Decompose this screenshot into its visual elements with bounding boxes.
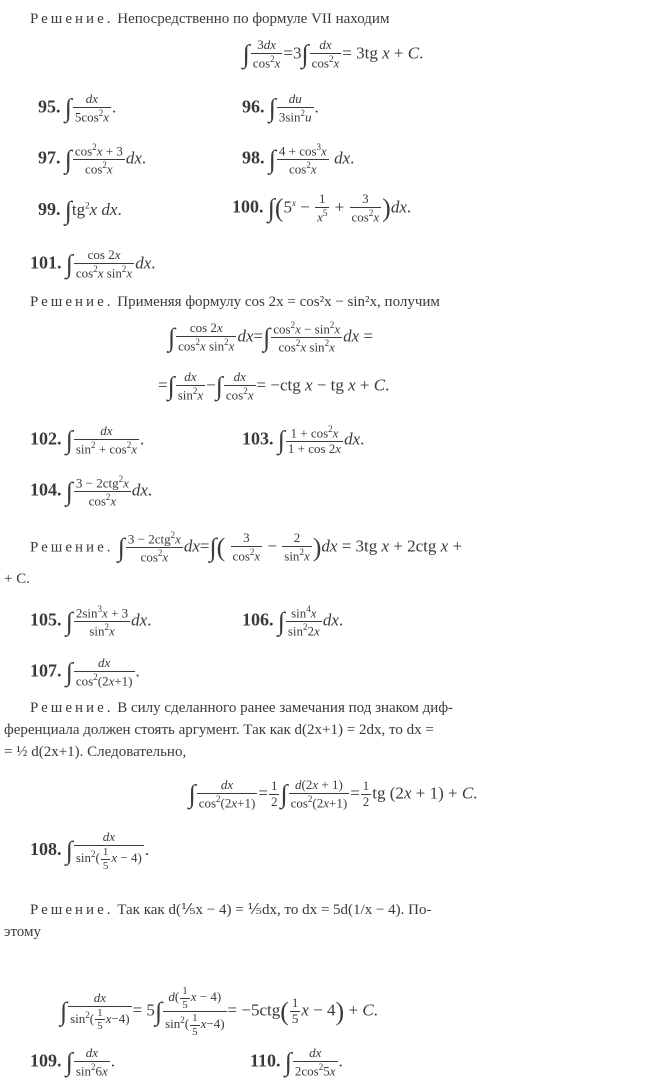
- problem-104: 104. ∫ 3 − 2ctg$^2$x $\cos^2x$ dx.: [30, 474, 153, 509]
- formula-101a: ∫ $\frac{\cos 2x}{\cos^2x \sin^2x}$ dx=∫ $\frac{\cos^2x - \sin^2x}{\cos^2x \sin^2x}$ dx =: [168, 320, 374, 355]
- problem-108: 108. ∫ dx $\sin^2$( $\frac{1}{5}$ x − 4) .: [30, 829, 150, 872]
- problem-102: 102. ∫ $\frac{dx}{\sin^2 + \cos^2x}$ .: [30, 423, 145, 457]
- problem-97: 97. ∫ $\frac{\cos^2x + 3}{\cos^2x}$ dx.: [38, 142, 147, 177]
- solution-text-107: Решение. В силу сделанного ранее замечания под знаком диф- ференциала должен стоять аргумент. Так как d(2x+1) = 2dx, то dx = = ½ d(2x+1). Следовательно,: [4, 700, 454, 760]
- problem-95: 95. ∫ $\frac{dx}{5\cos^2x}$ .: [38, 91, 117, 125]
- problem-107: 107. ∫ $\frac{dx}{\cos^2(2x+1)}$ .: [30, 655, 140, 689]
- formula-107: ∫ $\frac{dx}{\cos^2(2x+1)}$ = $\frac{1}{2}$ ∫ $\frac{d(2x + 1)}{\cos^2(2x+1)}$ = $\frac{1}{2}$ tg (2x + 1) + C.: [188, 777, 478, 811]
- solution-line-104-tail: + C.: [4, 571, 30, 587]
- problem-100: 100. $\int(5^x$ − $\frac{1}{x^5}$ + $\frac{3}{\cos^2x}$ )dx.: [232, 191, 412, 225]
- formula-101b: =∫ $\frac{dx}{\sin^2x}$ −∫ $\frac{dx}{\cos^2x}$ = −ctg x − tg x + C.: [158, 369, 390, 403]
- solution-word: Решение.: [30, 11, 114, 27]
- problem-110: 110. ∫ $\frac{dx}{2\cos^25x}$ .: [250, 1045, 343, 1079]
- problem-101: 101. ∫ $\frac{\cos 2x}{\cos^2x \sin^2x}$ dx.: [30, 247, 156, 281]
- problem-99: 99. $\int tg^2x$ dx.: [38, 196, 122, 225]
- solution-line-101: Решение. Применяя формулу cos 2x = cos²x − sin²x, получим: [30, 294, 440, 310]
- problem-106: 106. ∫ $\frac{\sin^4x}{\sin^22x}$ dx.: [242, 604, 344, 639]
- formula-108: ∫ dx $\sin^2$( $\frac{1}{5}$ x−4) = 5∫ d( $\frac{1}{5}$ x − 4) $\sin^2$( $\frac{1}{5}$ x−4) = −5ctg( $\frac{1}{5}$ x − 4) + C.: [60, 985, 378, 1038]
- solution-text: Непосредственно по формуле VII находим: [117, 11, 390, 27]
- problem-103: 103. ∫ $\frac{1 + \cos^2x}{1 + \cos 2x}$ dx.: [242, 424, 365, 457]
- solution-text-108: Решение. Так как d(⅕x − 4) = ⅕dx, то dx = 5d(1/x − 4). По- этому: [4, 902, 432, 940]
- problem-96: 96. ∫ $\frac{du}{3\sin^2u}$ .: [242, 91, 319, 125]
- problem-109: 109. ∫ $\frac{dx}{\sin^26x}$ .: [30, 1045, 116, 1079]
- solution-line-104: Решение. ∫ 3 − 2ctg$^2$x $\cos^2x$ dx=∫( $\frac{3}{\cos^2x}$ − $\frac{2}{\sin^2x}$ )dx = 3tg x + 2ctg x +: [30, 530, 463, 565]
- solution-line-1: [30, 12, 389, 27]
- problem-98: 98. ∫ $\frac{4 + \cos^3x}{\cos^2x}$ dx.: [242, 142, 355, 177]
- problem-105: 105. ∫ $\frac{2\sin^3x + 3}{\sin^2x}$ dx.: [30, 604, 152, 639]
- formula-1: ∫ $\frac{3dx}{\cos^2x}$ =3∫ $\frac{dx}{\cos^2x}$ = 3tg x + C.: [242, 37, 424, 71]
